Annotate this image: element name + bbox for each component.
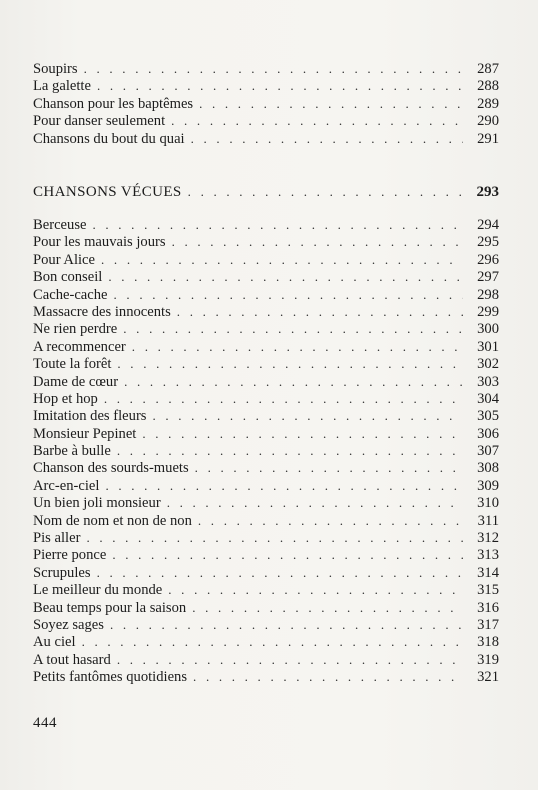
entry-title: Petits fantômes quotidiens [33, 669, 188, 686]
dot-leader [168, 581, 463, 598]
toc-entry [33, 233, 499, 250]
dot-leader [132, 338, 463, 355]
dot-leader [92, 216, 463, 233]
dot-leader [108, 268, 463, 285]
entry-title: Chanson des sourds-muets [33, 460, 189, 477]
toc-entry [33, 425, 499, 442]
dot-leader [152, 407, 463, 424]
dot-leader [82, 633, 463, 650]
entry-page-number: 309 [477, 477, 499, 494]
entry-title: Scrupules [33, 564, 91, 581]
entry-title: Soyez sages [33, 616, 104, 633]
dot-leader [172, 233, 463, 250]
dot-leader [112, 546, 463, 563]
toc-entry [33, 303, 499, 320]
toc-entry [33, 494, 499, 511]
toc-entry [33, 546, 499, 563]
entry-page-number: 290 [477, 113, 499, 130]
dot-leader [117, 442, 463, 459]
entry-title: A tout hasard [33, 651, 111, 668]
toc-entry [33, 286, 499, 303]
entry-page-number: 310 [477, 495, 499, 512]
entry-page-number: 303 [477, 373, 499, 390]
toc-entry [33, 338, 499, 355]
dot-leader [198, 512, 463, 529]
entry-page-number: 318 [477, 634, 499, 651]
entry-title: Pour danser seulement [33, 113, 166, 130]
entry-page-number: 302 [477, 356, 499, 373]
entry-page-number: 306 [477, 425, 499, 442]
toc-entry [33, 442, 499, 459]
entry-title: A recommencer [33, 338, 126, 355]
dot-leader [192, 599, 463, 616]
entry-page-number: 295 [477, 234, 499, 251]
entry-title: Le meilleur du monde [33, 582, 163, 599]
dot-leader [123, 320, 463, 337]
entry-page-number: 305 [477, 408, 499, 425]
toc-entry [33, 60, 499, 77]
entry-title: Pour Alice [33, 251, 96, 268]
toc-entry [33, 599, 499, 616]
entry-page-number: 300 [477, 321, 499, 338]
dot-leader [142, 425, 463, 442]
entry-title: Monsieur Pepinet [33, 425, 137, 442]
toc-entry [33, 581, 499, 598]
entry-title: Berceuse [33, 217, 87, 233]
toc-entry [33, 512, 499, 529]
entry-title: Pis aller [33, 530, 81, 547]
dot-leader [199, 95, 463, 112]
dot-leader [177, 303, 463, 320]
dot-leader [195, 459, 463, 476]
entry-title: Dame de cœur [33, 373, 119, 390]
toc-entry [33, 112, 499, 129]
entry-page-number: 301 [477, 338, 499, 355]
dot-leader [97, 564, 463, 581]
entry-page-number: 294 [477, 217, 499, 233]
toc-entry [33, 95, 499, 112]
section-row [33, 182, 499, 202]
toc-entry [33, 633, 499, 650]
entry-title: Cache-cache [33, 286, 108, 303]
entry-page-number: 297 [477, 269, 499, 286]
dot-leader [104, 390, 463, 407]
entry-page-number: 289 [477, 95, 499, 112]
entry-title: Arc-en-ciel [33, 477, 100, 494]
entry-page-number: 314 [477, 564, 499, 581]
dot-leader [105, 477, 463, 494]
entry-title: Barbe à bulle [33, 443, 111, 460]
entry-title: Chansons du bout du quai [33, 130, 185, 147]
entry-page-number: 299 [477, 303, 499, 320]
toc-entry [33, 355, 499, 372]
folio-page-number: 444 [33, 715, 57, 731]
toc-group-2 [33, 216, 499, 686]
dot-leader [188, 182, 463, 202]
entry-page-number: 308 [477, 460, 499, 477]
dot-leader [86, 529, 463, 546]
section-title: CHANSONS VÉCUES [33, 184, 182, 200]
dot-leader [171, 112, 463, 129]
toc-entry [33, 564, 499, 581]
entry-page-number: 307 [477, 443, 499, 460]
dot-leader [191, 130, 463, 147]
entry-title: Nom de nom et non de non [33, 512, 192, 529]
entry-title: Pierre ponce [33, 547, 107, 564]
entry-page-number: 296 [477, 251, 499, 268]
toc-entry [33, 459, 499, 476]
toc-entry [33, 268, 499, 285]
toc-entry [33, 477, 499, 494]
entry-title: Chanson pour les baptêmes [33, 95, 194, 112]
toc-entry [33, 373, 499, 390]
entry-title: Toute la forêt [33, 356, 112, 373]
dot-leader [117, 355, 463, 372]
entry-page-number: 298 [477, 286, 499, 303]
toc-entry [33, 390, 499, 407]
entry-page-number: 321 [477, 669, 499, 686]
entry-title: Massacre des innocents [33, 303, 171, 320]
toc-entry [33, 529, 499, 546]
dot-leader [101, 251, 463, 268]
entry-page-number: 313 [477, 547, 499, 564]
dot-leader [167, 494, 463, 511]
toc-entry [33, 616, 499, 633]
dot-leader [124, 373, 463, 390]
entry-page-number: 317 [477, 616, 499, 633]
entry-page-number: 304 [477, 390, 499, 407]
entry-page-number: 288 [477, 78, 499, 95]
toc-entry [33, 651, 499, 668]
dot-leader [110, 616, 463, 633]
toc-section-heading [33, 182, 499, 202]
entry-title: La galette [33, 78, 91, 95]
entry-title: Beau temps pour la saison [33, 599, 187, 616]
dot-leader [84, 60, 463, 77]
toc-entry [33, 668, 499, 685]
entry-page-number: 315 [477, 582, 499, 599]
entry-page-number: 291 [477, 130, 499, 147]
entry-page-number: 287 [477, 61, 499, 77]
entry-title: Pour les mauvais jours [33, 234, 166, 251]
entry-title: Imitation des fleurs [33, 408, 147, 425]
entry-page-number: 316 [477, 599, 499, 616]
entry-page-number: 312 [477, 530, 499, 547]
entry-page-number: 319 [477, 651, 499, 668]
toc-entry [33, 407, 499, 424]
toc-entry [33, 251, 499, 268]
entry-title: Bon conseil [33, 269, 103, 286]
entry-page-number: 311 [477, 512, 499, 529]
dot-leader [114, 286, 463, 303]
toc-group-1 [33, 60, 499, 147]
toc-entry [33, 77, 499, 94]
entry-title: Un bien joli monsieur [33, 495, 161, 512]
dot-leader [97, 77, 463, 94]
section-page-number: 293 [476, 184, 499, 200]
dot-leader [193, 668, 463, 685]
entry-title: Hop et hop [33, 390, 98, 407]
entry-title: Soupirs [33, 61, 78, 77]
entry-title: Ne rien perdre [33, 321, 118, 338]
dot-leader [117, 651, 463, 668]
entry-title: Au ciel [33, 634, 76, 651]
toc-entry [33, 130, 499, 147]
toc-entry [33, 320, 499, 337]
toc-entry [33, 216, 499, 233]
